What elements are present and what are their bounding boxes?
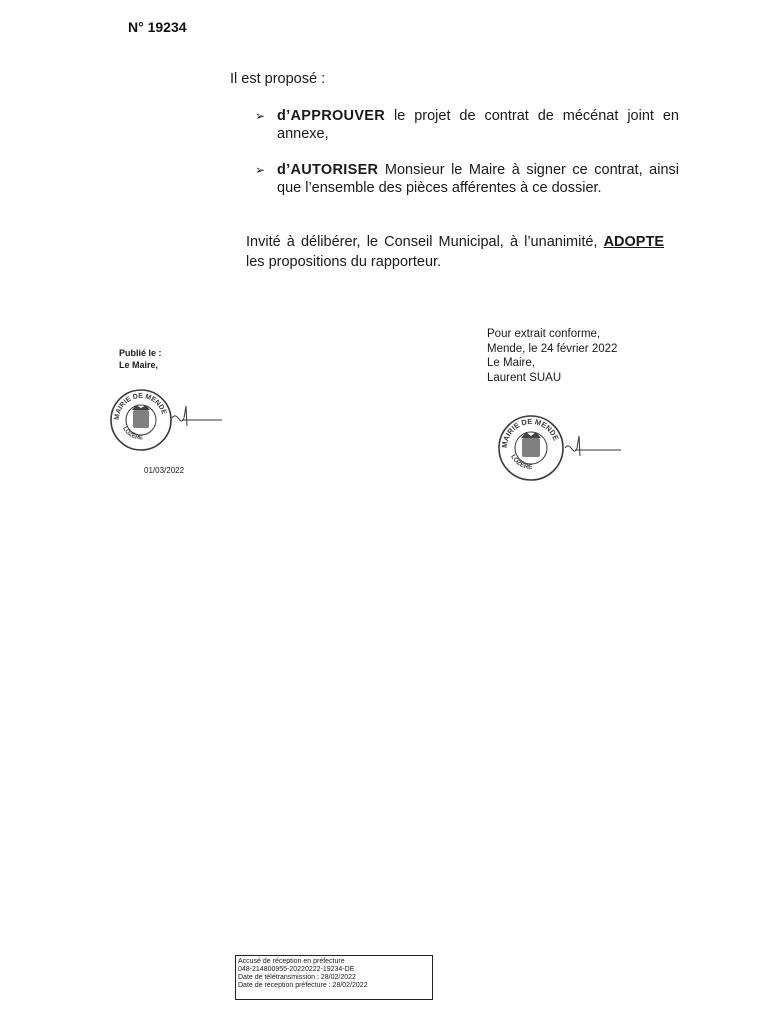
- arrow-bullet-icon: ➢: [255, 163, 266, 177]
- signature-line-2: Mende, le 24 février 2022: [487, 342, 618, 355]
- proposal-item-approve: [255, 108, 679, 143]
- accuse-line-4: Date de réception préfecture : 28/02/2022: [238, 982, 368, 989]
- proposal-text: Monsieur le Maire à signer ce contrat, ainsi que l’ensemble des pièces afférentes à ce dossier.: [277, 162, 679, 196]
- conclusion-paragraph: [246, 232, 664, 272]
- signature-line-4: Laurent SUAU: [487, 371, 562, 384]
- publication-mayor: Le Maire,: [119, 360, 159, 370]
- document-number: N° 19234: [128, 19, 187, 35]
- proposal-verb: d’APPROUVER: [277, 108, 386, 124]
- accuse-line-3: Date de télétransmission : 28/02/2022: [238, 974, 356, 981]
- svg-text:LOZÈRE: [121, 426, 143, 441]
- conclusion-pre: Invité à délibérer, le Conseil Municipal, à l’unanimité,: [246, 234, 604, 250]
- proposal-item-authorize: [255, 162, 679, 197]
- publication-label: Publié le :: [119, 348, 162, 358]
- stamp-top-text: MAIRIE DE MENDE: [113, 392, 168, 421]
- accuse-line-1: Accusé de réception en préfecture: [238, 958, 345, 965]
- signature-block: [487, 327, 617, 385]
- adopte-word: ADOPTE: [603, 234, 664, 250]
- accuse-line-2: 048-214800955-20220222-19234-DE: [238, 966, 355, 973]
- proposal-verb: d’AUTORISER: [277, 162, 379, 178]
- publication-block: [119, 347, 162, 371]
- signature-line-1: Pour extrait conforme,: [487, 328, 601, 340]
- conclusion-post: les propositions du rapporteur.: [246, 254, 442, 270]
- publication-date: 01/03/2022: [144, 466, 185, 475]
- mairie-stamp-right-icon: [495, 414, 625, 482]
- stamp-top-text: MAIRIE DE MENDE: [499, 416, 561, 449]
- arrow-bullet-icon: ➢: [255, 109, 266, 123]
- accuse-reception-box: [235, 955, 433, 1000]
- stamp-bottom-text: LOZÈRE: [509, 453, 533, 471]
- signature-line-3: Le Maire,: [487, 357, 535, 369]
- proposal-intro: Il est proposé :: [230, 71, 326, 87]
- mairie-stamp-left-icon: [108, 388, 228, 454]
- proposal-text: le projet de contrat de mécénat joint en annexe,: [277, 108, 679, 142]
- stamp-bottom-text: LOZÈRE: [121, 425, 144, 442]
